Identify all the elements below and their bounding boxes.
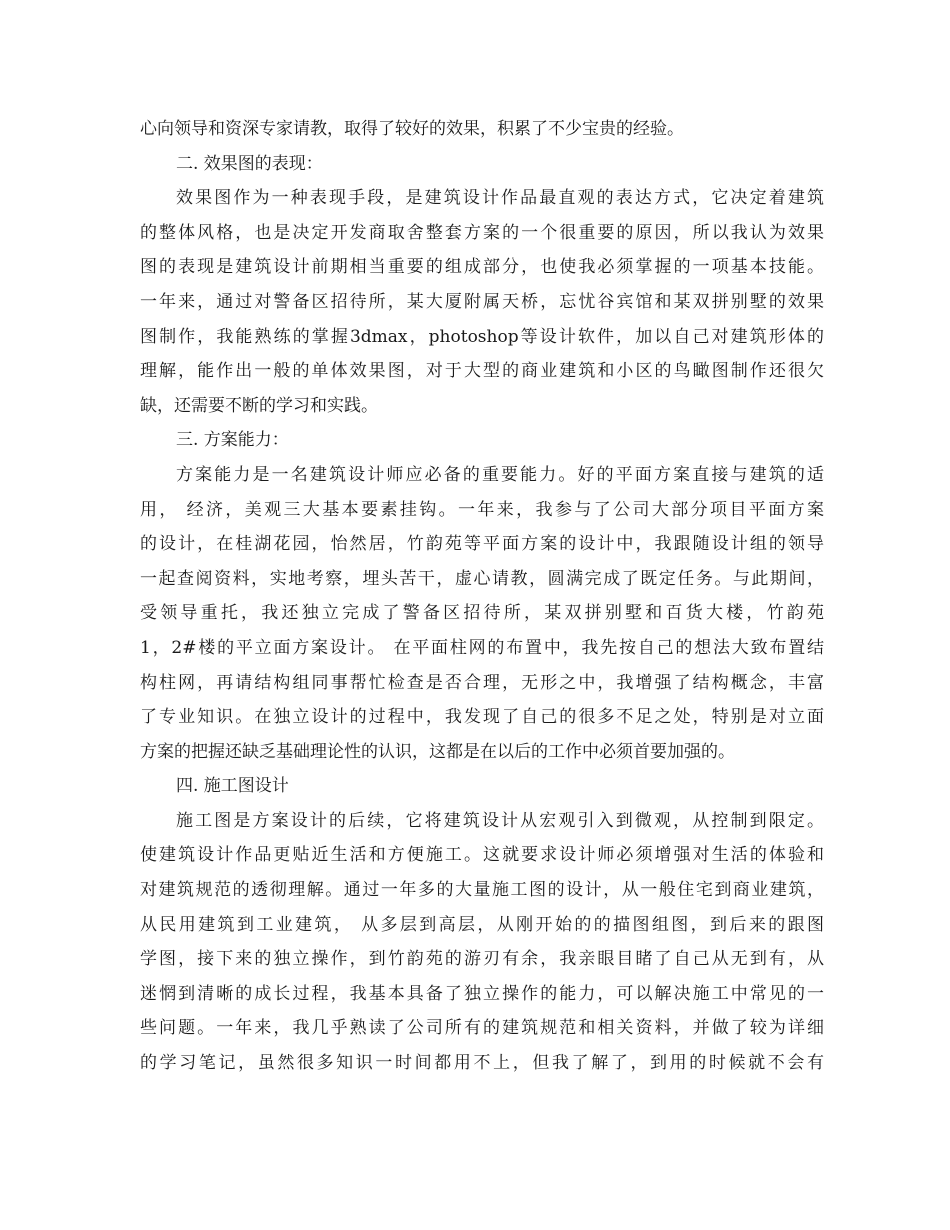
paragraph-line: 心向领导和资深专家请教，取得了较好的效果，积累了不少宝贵的经验。 bbox=[140, 119, 684, 139]
paragraph-line: 对建筑规范的透彻理解。通过一年多的大量施工图的设计，从一般住宅到商业建筑， bbox=[140, 880, 824, 901]
paragraph-line: 理解，能作出一般的单体效果图，对于大型的商业建筑和小区的鸟瞰图制作还很欠 bbox=[140, 361, 824, 382]
paragraph-line: 的设计，在桂湖花园，怡然居，竹韵苑等平面方案的设计中，我跟随设计组的领导 bbox=[140, 534, 824, 555]
paragraph-line: 效果图作为一种表现手段，是建筑设计作品最直观的表达方式，它决定着建筑 bbox=[176, 188, 824, 209]
paragraph-line: 从民用建筑到工业建筑， 从多层到高层，从刚开始的的描图组图，到后来的跟图 bbox=[140, 914, 824, 935]
paragraph-line: 些问题。一年来，我几乎熟读了公司所有的建筑规范和相关资料，并做了较为详细 bbox=[140, 1018, 824, 1039]
paragraph-line: 受领导重托，我还独立完成了警备区招待所，某双拼别墅和百货大楼，竹韵苑 bbox=[140, 603, 824, 624]
paragraph-line: 了专业知识。在独立设计的过程中，我发现了自己的很多不足之处，特别是对立面 bbox=[140, 707, 824, 728]
paragraph-line: 方案的把握还缺乏基础理论性的认识，这都是在以后的工作中必须首要加强的。 bbox=[140, 741, 735, 762]
paragraph-line: 图的表现是建筑设计前期相当重要的组成部分，也使我必须掌握的一项基本技能。 bbox=[140, 257, 824, 278]
paragraph-line: 的整体风格，也是决定开发商取舍整套方案的一个很重要的原因，所以我认为效果 bbox=[140, 222, 824, 243]
paragraph-line: 方案能力是一名建筑设计师应必备的重要能力。好的平面方案直接与建筑的适 bbox=[176, 464, 824, 485]
document-body bbox=[140, 112, 824, 1081]
paragraph-line: 1，2#楼的平立面方案设计。 在平面柱网的布置中，我先按自己的想法大致布置结 bbox=[140, 637, 824, 658]
paragraph-line: 一年来，通过对警备区招待所，某大厦附属天桥，忘忧谷宾馆和某双拼别墅的效果 bbox=[140, 291, 824, 312]
paragraph-line: 学图，接下来的独立操作，到竹韵苑的游刃有余，我亲眼目睹了自己从无到有，从 bbox=[140, 949, 824, 970]
paragraph-line: 图制作，我能熟练的掌握3dmax，photoshop等设计软件，加以自己对建筑形体的 bbox=[140, 326, 824, 347]
section-heading: 三. 方案能力： bbox=[176, 430, 289, 451]
section-heading: 四. 施工图设计 bbox=[176, 776, 289, 797]
paragraph-line: 用， 经济，美观三大基本要素挂钩。一年来，我参与了公司大部分项目平面方案 bbox=[140, 499, 824, 520]
paragraph-line: 构柱网，再请结构组同事帮忙检查是否合理，无形之中，我增强了结构概念，丰富 bbox=[140, 672, 824, 693]
paragraph-line: 使建筑设计作品更贴近生活和方便施工。这就要求设计师必须增强对生活的体验和 bbox=[140, 845, 824, 866]
paragraph-line: 一起查阅资料，实地考察，埋头苦干，虚心请教，圆满完成了既定任务。与此期间， bbox=[140, 568, 824, 589]
paragraph-line: 缺，还需要不断的学习和实践。 bbox=[140, 395, 378, 416]
section-heading: 二. 效果图的表现： bbox=[176, 153, 323, 174]
paragraph-line: 的学习笔记，虽然很多知识一时间都用不上，但我了解了，到用的时候就不会有 bbox=[140, 1053, 824, 1074]
paragraph-line: 迷惘到清晰的成长过程，我基本具备了独立操作的能力，可以解决施工中常见的一 bbox=[140, 983, 824, 1004]
paragraph-line: 施工图是方案设计的后续，它将建筑设计从宏观引入到微观，从控制到限定。 bbox=[176, 810, 824, 831]
